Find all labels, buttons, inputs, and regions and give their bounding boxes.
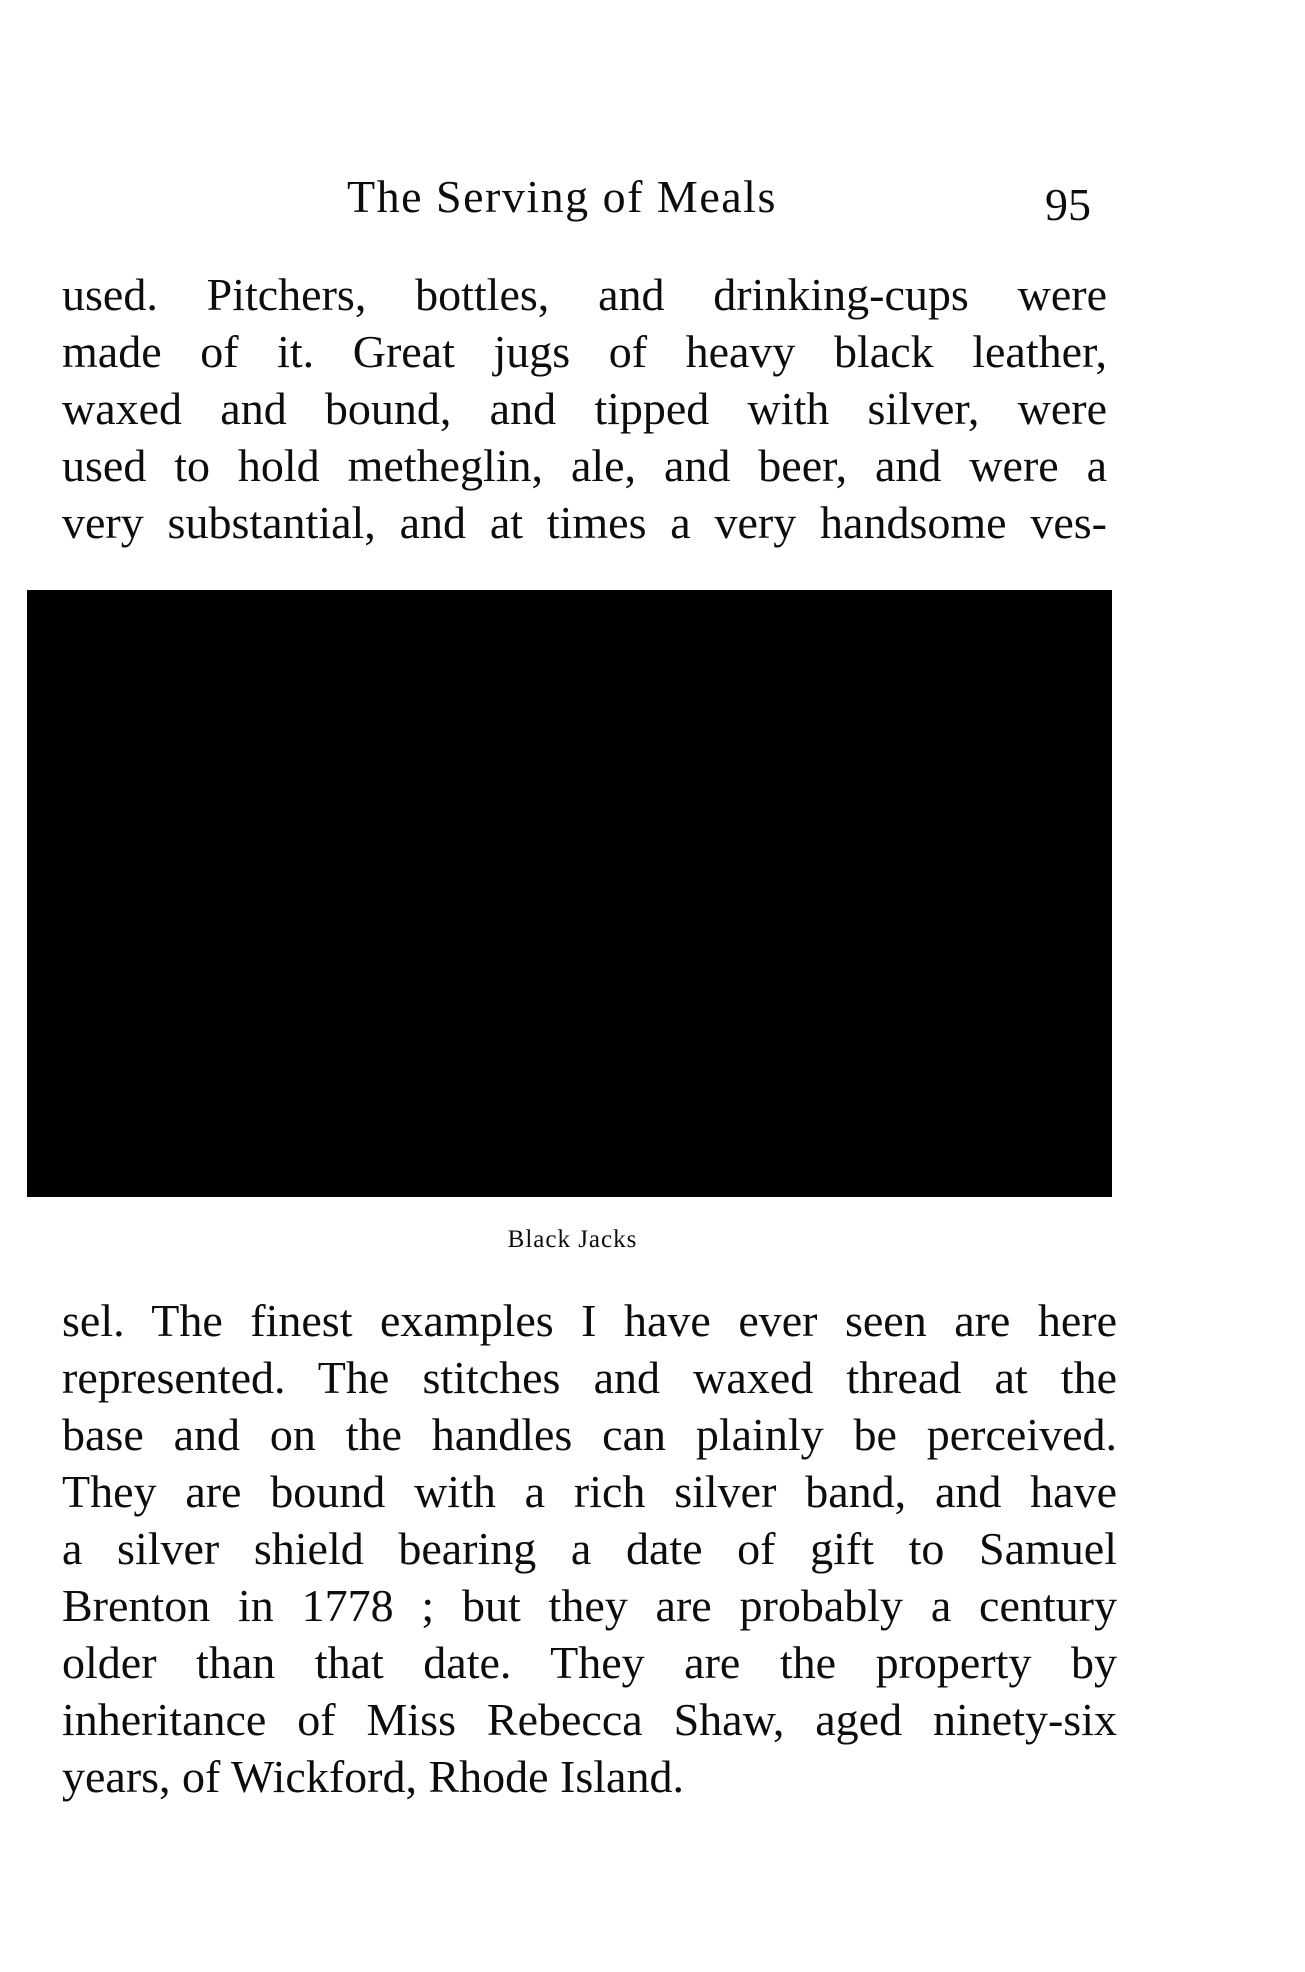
text-line: a silver shield bearing a date of gift to Samuel [62, 1523, 1117, 1574]
running-title: The Serving of Meals [347, 171, 777, 222]
text-line: inheritance of Miss Rebecca Shaw, aged ninety-six [62, 1694, 1117, 1745]
paragraph-bottom [62, 1292, 1117, 1805]
text-line: made of it. Great jugs of heavy black leather, [62, 326, 1107, 377]
text-line: sel. The finest examples I have ever seen are here [62, 1295, 1117, 1346]
text-line: older than that date. They are the property by [62, 1637, 1117, 1688]
text-line: Brenton in 1778 ; but they are probably a century [62, 1580, 1117, 1631]
text-line: very substantial, and at times a very handsome ves- [62, 497, 1107, 548]
text-line: represented. The stitches and waxed thread at the [62, 1352, 1117, 1403]
text-line: used. Pitchers, bottles, and drinking-cups were [62, 269, 1107, 320]
text-line: They are bound with a rich silver band, and have [62, 1466, 1117, 1517]
text-line: waxed and bound, and tipped with silver, were [62, 383, 1107, 434]
text-line: years, of Wickford, Rhode Island. [62, 1751, 684, 1802]
figure-caption: Black Jacks [507, 1226, 638, 1253]
text-line: used to hold metheglin, ale, and beer, and were a [62, 440, 1107, 491]
text-line: base and on the handles can plainly be perceived. [62, 1409, 1117, 1460]
running-head [0, 170, 1305, 240]
paragraph-top [62, 266, 1107, 551]
page-number: 95 [1045, 179, 1091, 230]
black-jacks-plate [27, 590, 1112, 1197]
